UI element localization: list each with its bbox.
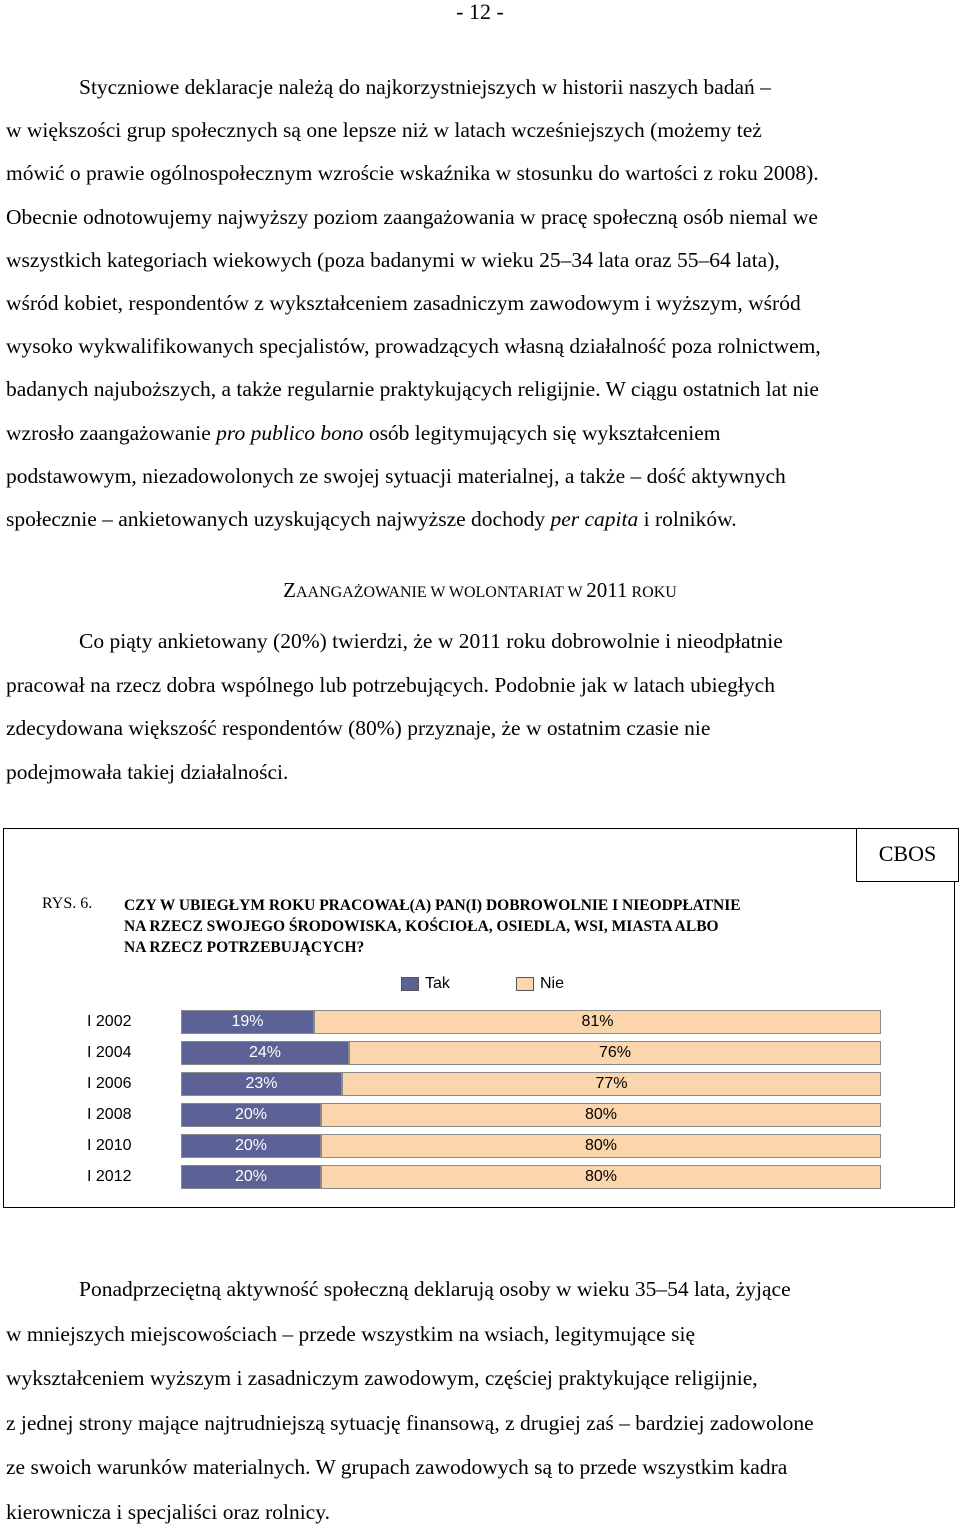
heading-year: 2011 [586, 578, 628, 602]
text-line: zdecydowana większość respondentów (80%) przyznaje, że w ostatnim czasie nie [6, 716, 711, 740]
paragraph-volunteering-2011 [6, 620, 956, 794]
cbos-label: CBOS [856, 828, 959, 882]
bar-segment-tak: 19% [181, 1010, 314, 1034]
italic-phrase: per capita [550, 507, 639, 532]
bar-segment-tak: 23% [181, 1072, 342, 1096]
bar-segment-nie: 80% [321, 1134, 881, 1158]
text-line: z jednej strony mające najtrudniejszą sytuację finansową, z drugiej zaś – bardziej zadowolone [6, 1410, 814, 1435]
bar-segment-nie: 81% [314, 1010, 881, 1034]
category-label: I 2004 [87, 1044, 132, 1061]
legend-item-nie [516, 975, 564, 993]
text-run: wzrosło zaangażowanie [6, 420, 217, 445]
bar-track [181, 1072, 881, 1096]
category-label: I 2006 [87, 1075, 132, 1092]
text-line: mówić o prawie ogólnospołecznym wzroście wskaźnika w stosunku do wartości z roku 2008). [6, 161, 819, 186]
text-line: wysoko wykwalifikowanych specjalistów, prowadzących własną działalność poza rolnictwem, [6, 334, 821, 359]
text-line [6, 412, 956, 455]
text-line: w większości grup społecznych są one lepsze niż w latach wcześniejszych (możemy też [6, 118, 762, 143]
text-line: Co piąty ankietowany (20%) twierdzi, że w 2011 roku dobrowolnie i nieodpłatnie [79, 629, 783, 653]
bar-segment-nie: 77% [342, 1072, 881, 1096]
legend-label-tak: Tak [425, 975, 450, 992]
text-line: wykształceniem wyższym i zasadniczym zawodowym, częściej praktykujące religijnie, [6, 1366, 758, 1391]
bar-segment-tak: 20% [181, 1165, 321, 1189]
legend-item-tak [401, 975, 450, 993]
italic-phrase: pro publico bono [216, 420, 364, 445]
section-heading [0, 575, 960, 608]
figure-title-line: NA RZECZ POTRZEBUJĄCYCH? [124, 939, 365, 956]
bar-segment-tak: 20% [181, 1134, 321, 1158]
heading-smallcaps: AANGAŻOWANIE W WOLONTARIAT W [296, 584, 587, 601]
text-run: osób legitymujących się wykształceniem [363, 420, 721, 445]
category-label: I 2002 [87, 1013, 132, 1030]
heading-smallcaps-end: ROKU [627, 584, 677, 601]
text-line: Obecnie odnotowujemy najwyższy poziom zaangażowania w pracę społeczną osób niemal we [6, 204, 818, 229]
paragraph-january-declarations [6, 66, 956, 541]
text-line: Styczniowe deklaracje należą do najkorzystniejszych w historii naszych badań – [79, 75, 771, 99]
text-line: w mniejszych miejscowościach – przede wszystkim na wsiach, legitymujące się [6, 1321, 695, 1346]
figure-title-line: NA RZECZ SWOJEGO ŚRODOWISKA, KOŚCIOŁA, OSIEDLA, WSI, MIASTA ALBO [124, 918, 719, 935]
bar-track [181, 1165, 881, 1189]
category-label: I 2012 [87, 1168, 132, 1185]
legend-swatch-tak [401, 977, 419, 991]
category-label: I 2008 [87, 1106, 132, 1123]
bar-row [4, 1134, 956, 1158]
page-number: - 12 - [456, 0, 504, 24]
paragraph-above-average-activity [6, 1267, 956, 1535]
legend-swatch-nie [516, 977, 534, 991]
bar-track [181, 1103, 881, 1127]
bar-row [4, 1072, 956, 1096]
bar-row [4, 1041, 956, 1065]
text-line: wszystkich kategoriach wiekowych (poza badanymi w wieku 25–34 lata oraz 55–64 lata), [6, 247, 780, 272]
bar-row [4, 1165, 956, 1189]
text-run: społecznie – ankietowanych uzyskujących najwyższe dochody [6, 507, 551, 532]
bar-segment-tak: 20% [181, 1103, 321, 1127]
text-line: podejmowała takiej działalności. [6, 759, 289, 784]
text-run: i rolników. [638, 507, 737, 532]
figure-box [3, 828, 955, 1208]
bar-segment-nie: 76% [349, 1041, 881, 1065]
bar-row [4, 1103, 956, 1127]
text-line: podstawowym, niezadowolonych ze swojej sytuacji materialnej, a także – dość aktywnych [6, 463, 786, 488]
text-line: badanych najuboższych, a także regularnie praktykujących religijnie. W ciągu ostatnich lat nie [6, 377, 819, 402]
category-label: I 2010 [87, 1137, 132, 1154]
text-line: pracował na rzecz dobra wspólnego lub potrzebujących. Podobnie jak w latach ubiegłych [6, 672, 775, 697]
figure-title [124, 895, 894, 958]
bar-segment-nie: 80% [321, 1103, 881, 1127]
bar-segment-nie: 80% [321, 1165, 881, 1189]
text-line: wśród kobiet, respondentów z wykształceniem zasadniczym zawodowym i wyższym, wśród [6, 291, 801, 316]
bar-track [181, 1134, 881, 1158]
text-line: Ponadprzeciętną aktywność społeczną deklarują osoby w wieku 35–54 lata, żyjące [79, 1277, 791, 1301]
bar-segment-tak: 24% [181, 1041, 349, 1065]
bar-track [181, 1010, 881, 1034]
legend-label-nie: Nie [540, 975, 565, 992]
text-line: kierownicza i specjaliści oraz rolnicy. [6, 1499, 330, 1524]
text-line [6, 498, 956, 541]
figure-number: RYS. 6. [42, 895, 93, 912]
bar-track [181, 1041, 881, 1065]
text-line: ze swoich warunków materialnych. W grupach zawodowych są to przede wszystkim kadra [6, 1455, 788, 1480]
bar-row [4, 1010, 956, 1034]
figure-title-line: CZY W UBIEGŁYM ROKU PRACOWAŁ(A) PAN(I) DOBROWOLNIE I NIEODPŁATNIE [124, 897, 741, 914]
heading-initial: Z [283, 578, 296, 602]
